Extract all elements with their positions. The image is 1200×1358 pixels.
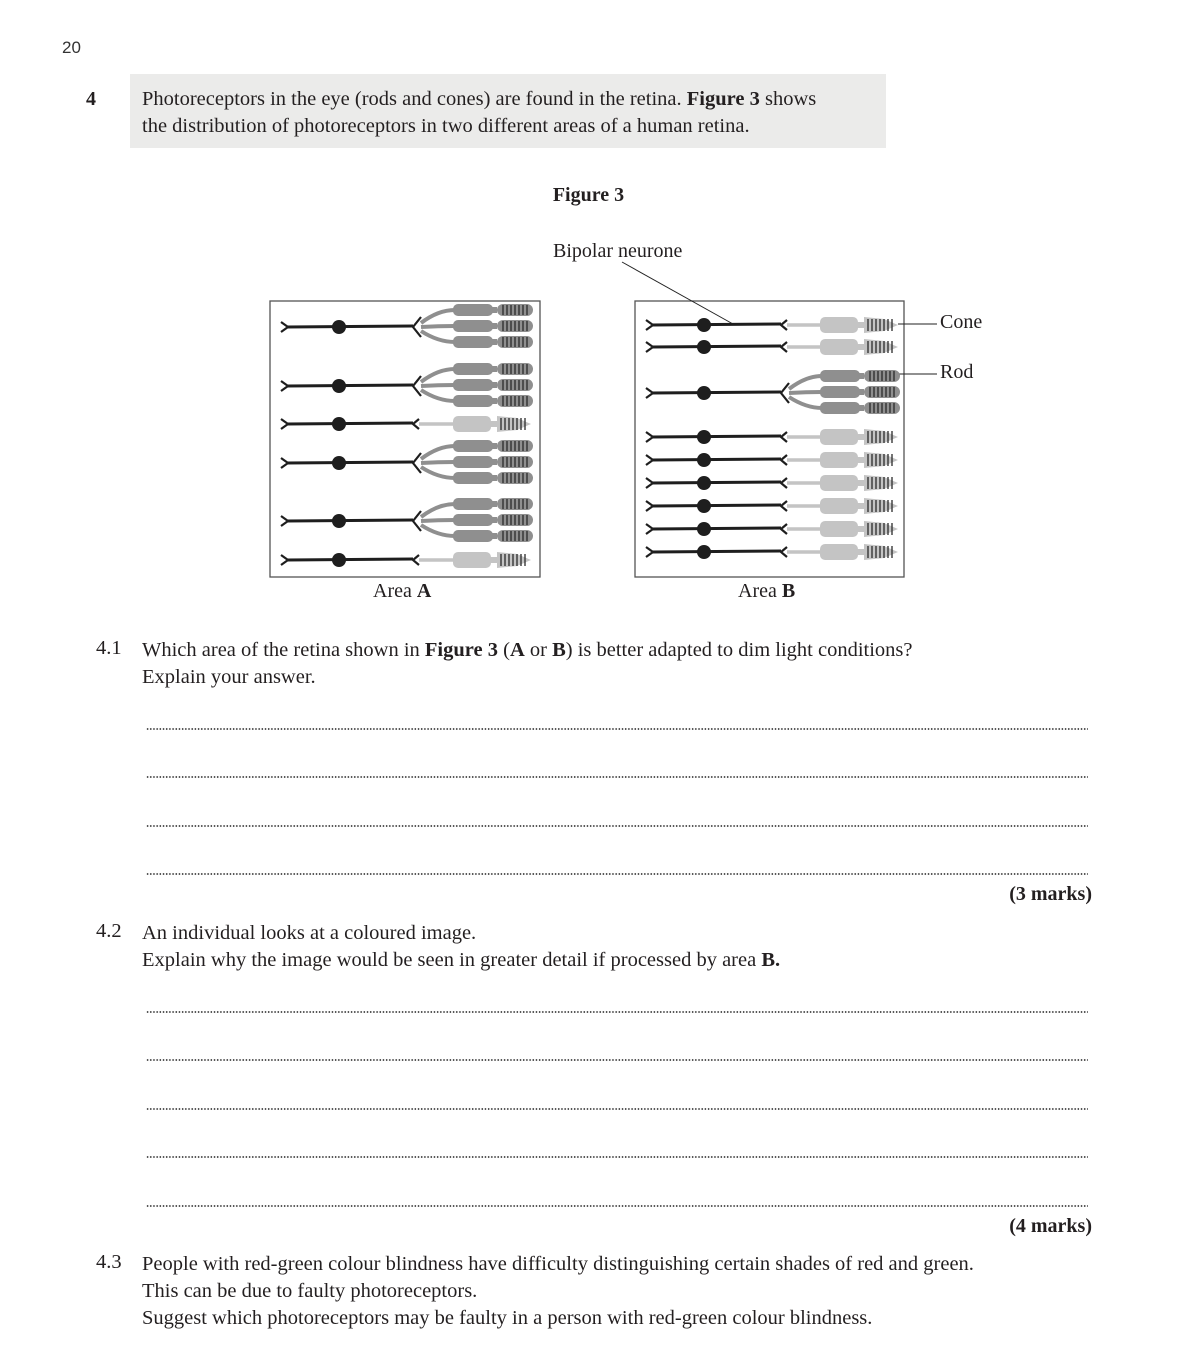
q41-text-g: ) is better adapted to dim light conditions? <box>565 639 913 661</box>
bipolar-pointer-line <box>622 262 733 324</box>
answer-line-4-2-3[interactable] <box>146 1108 1088 1110</box>
q41-text-a: Which area of the retina shown in <box>142 639 425 661</box>
area-b-label <box>738 580 795 603</box>
answer-line-4-2-4[interactable] <box>146 1156 1088 1158</box>
part-4-2-marks: (4 marks) <box>1009 1215 1092 1237</box>
q42-text-line1: An individual looks at a coloured image. <box>142 922 477 944</box>
q43-text-line2: This can be due to faulty photoreceptors. <box>142 1280 478 1302</box>
q41-text-e: or <box>524 639 553 661</box>
answer-line-4-2-1[interactable] <box>146 1011 1088 1013</box>
area-a-label <box>373 580 431 603</box>
area-a-label-letter: A <box>416 580 432 602</box>
area-b-label-letter: B <box>781 580 796 602</box>
rod-label: Rod <box>940 361 974 383</box>
answer-line-4-2-2[interactable] <box>146 1059 1088 1061</box>
answer-line-4-1-1[interactable] <box>146 728 1088 730</box>
cone-label: Cone <box>940 311 983 333</box>
part-4-1-question <box>142 637 1102 691</box>
intro-text-3: the distribution of photoreceptors in two different areas of a human retina. <box>142 115 750 137</box>
intro-text-2: shows <box>759 88 817 110</box>
q41-area-b: B <box>552 639 566 661</box>
area-b-label-prefix: Area <box>738 580 782 602</box>
answer-line-4-1-3[interactable] <box>146 825 1088 827</box>
area-a-cells <box>281 304 533 568</box>
q43-text-line3: Suggest which photoreceptors may be faulty in a person with red-green colour blindness. <box>142 1307 873 1329</box>
answer-line-4-1-4[interactable] <box>146 873 1088 875</box>
question-number: 4 <box>86 88 96 110</box>
page-number: 20 <box>62 38 81 57</box>
figure-title: Figure 3 <box>552 184 625 206</box>
part-4-3-question <box>142 1251 1102 1332</box>
q42-area-b: B. <box>761 949 781 971</box>
answer-line-4-2-5[interactable] <box>146 1205 1088 1207</box>
part-4-2-number: 4.2 <box>96 920 122 942</box>
area-a-label-prefix: Area <box>373 580 417 602</box>
area-b-cells <box>646 317 900 560</box>
bipolar-neurone-label: Bipolar neurone <box>553 240 683 262</box>
answer-line-4-1-2[interactable] <box>146 776 1088 778</box>
q42-text-line2: Explain why the image would be seen in greater detail if processed by area <box>142 949 762 971</box>
part-4-3-number: 4.3 <box>96 1251 122 1273</box>
q41-area-a: A <box>509 639 525 661</box>
q41-text-line2: Explain your answer. <box>142 666 316 688</box>
part-4-2-question <box>142 920 1102 974</box>
q41-text-c: ( <box>497 639 510 661</box>
q41-figure-ref: Figure 3 <box>424 639 498 661</box>
figure-3-diagram <box>0 0 1200 620</box>
intro-text-1: Photoreceptors in the eye (rods and cones) are found in the retina. <box>142 88 687 110</box>
q43-text-line1: People with red-green colour blindness have difficulty distinguishing certain shades of red and green. <box>142 1253 974 1275</box>
intro-figure-ref: Figure 3 <box>686 88 760 110</box>
part-4-1-marks: (3 marks) <box>1009 883 1092 905</box>
part-4-1-number: 4.1 <box>96 637 122 659</box>
